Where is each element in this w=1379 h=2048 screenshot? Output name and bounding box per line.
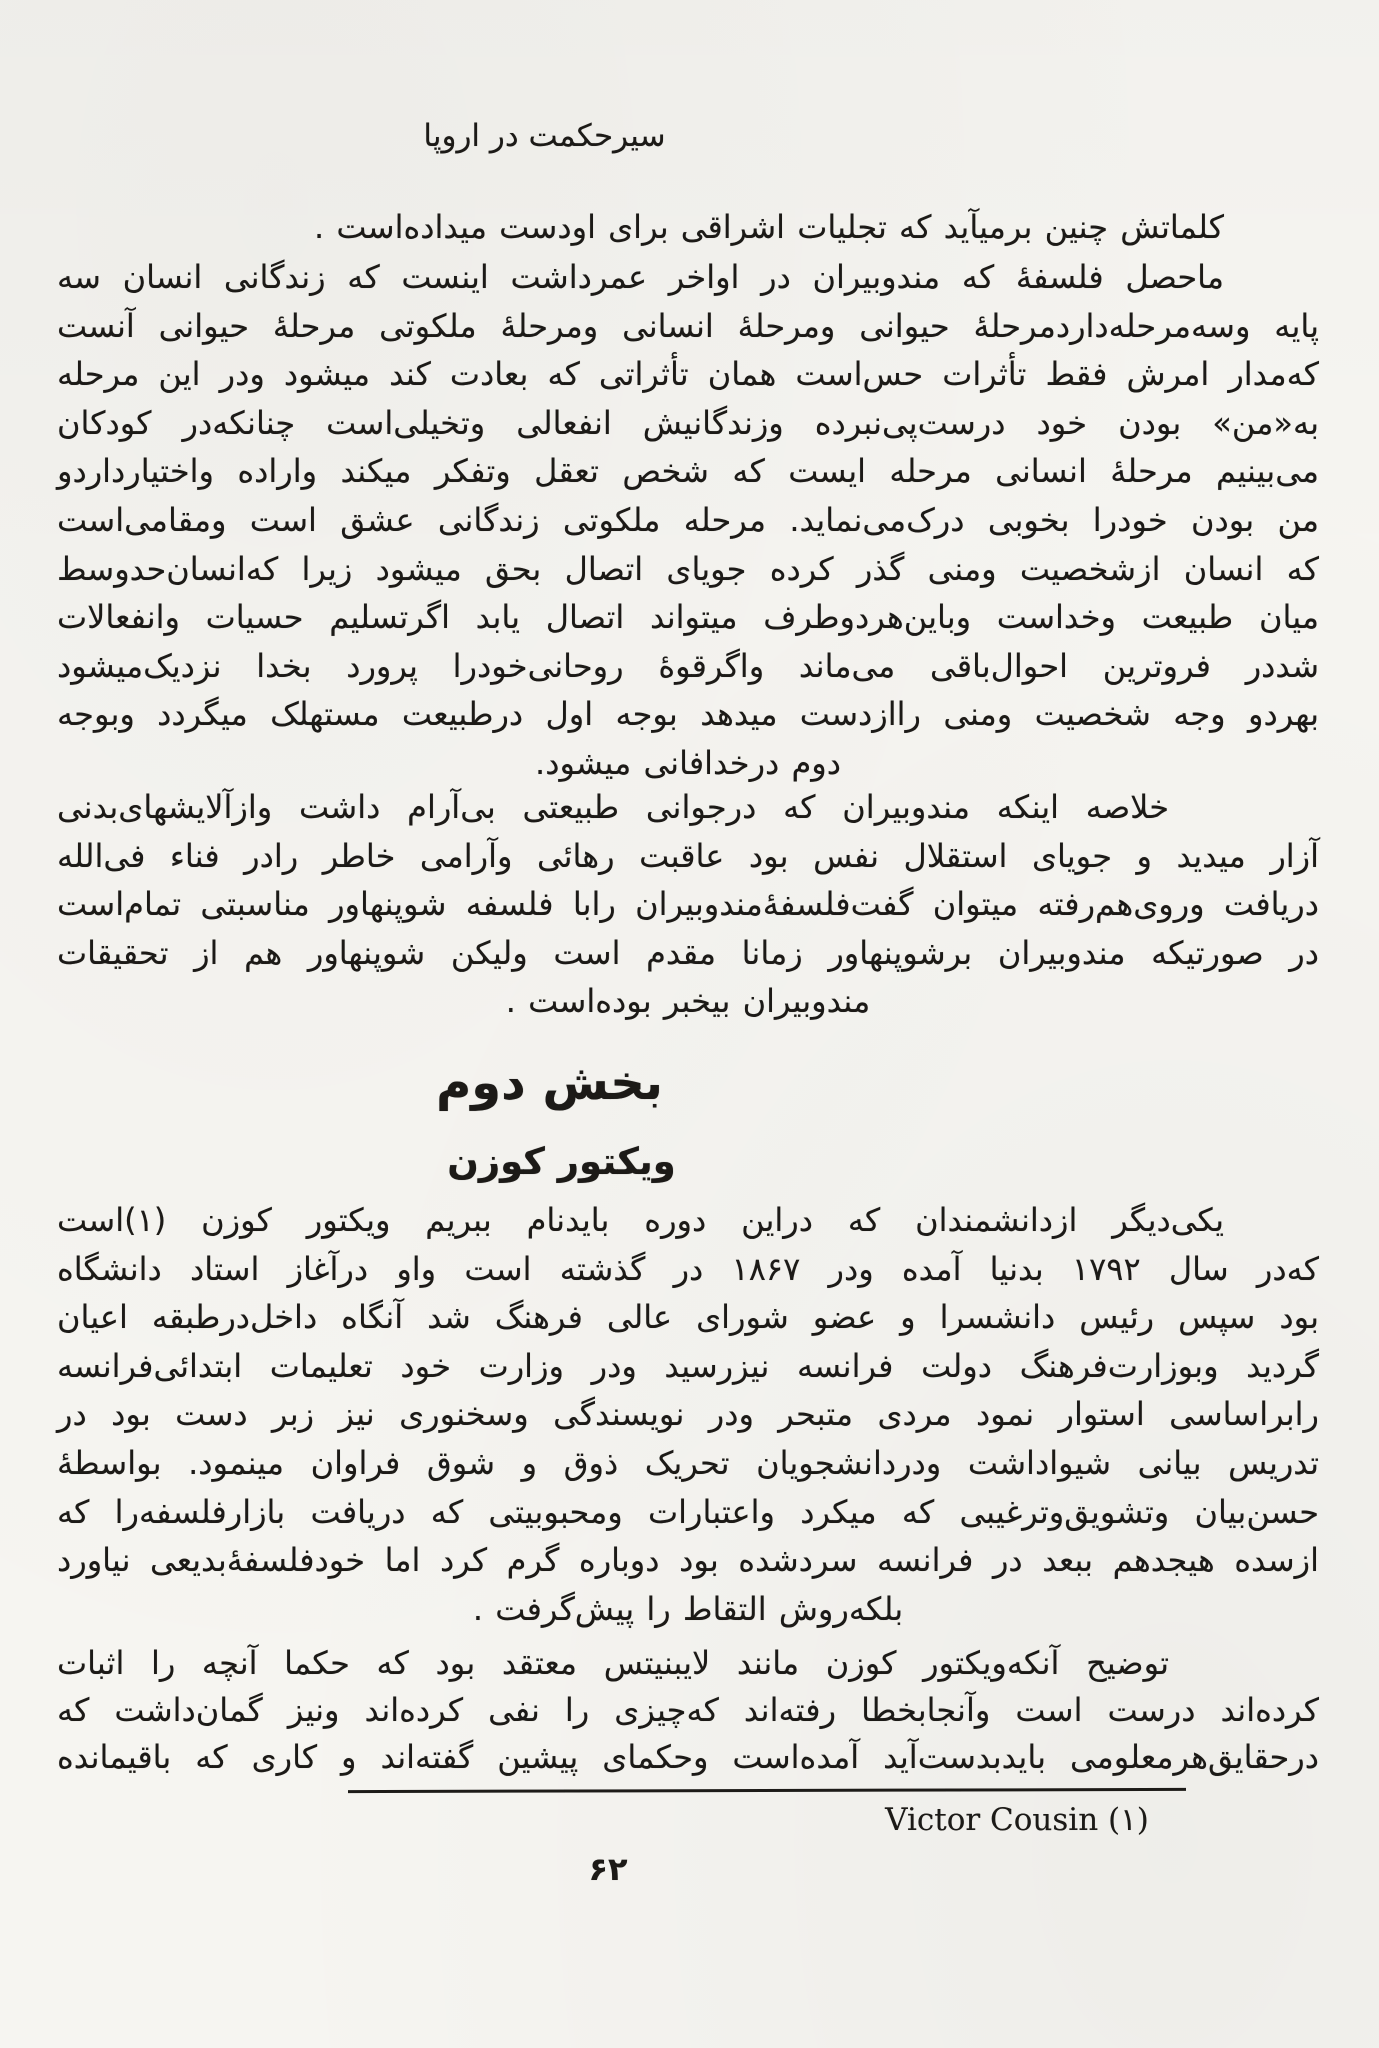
text-line: در صورتیکه مندوبیران برشوپنهاور زمانا مقدم است ولیکن شوپنهاور هم از تحقیقات xyxy=(57,933,1319,972)
text-line: یکی‌دیگر ازدانشمندان که دراین دوره بایدنام ببریم ویکتور کوزن (۱)است xyxy=(57,1201,1224,1239)
text-line: می‌بینیم مرحلهٔ انسانی مرحله ایست که شخص تعقل وتفکر میکند واراده واختیارداردو xyxy=(57,452,1319,491)
text-line: شددر فروترین احوال‌باقی می‌ماند واگرقوهٔ روحانی‌خودرا پرورد بخدا نزدیک‌میشود xyxy=(57,646,1319,685)
text-line: کرده‌اند درست است وآنجابخطا رفته‌اند که‌چیزی را نفی کرده‌اند ونیز گمان‌داشت که xyxy=(57,1691,1319,1729)
footnote-divider xyxy=(348,1788,1186,1793)
text-line: بهردو وجه شخصیت ومنی راازدست میدهد بوجه اول درطبیعت مستهلک میگردد وبوجه xyxy=(57,695,1319,734)
text-line: گردید وبوزارت‌فرهنگ دولت فرانسه نیزرسید ودر وزارت خود تعلیمات ابتدائی‌فرانسه xyxy=(57,1346,1319,1385)
footnote-victor-cousin: Victor Cousin (۱) xyxy=(885,1802,1149,1838)
paragraph-biran-three-stages xyxy=(57,253,1319,788)
text-line: میان طبیعت وخداست وباین‌هردوطرف میتواند اتصال یابد اگرتسلیم حسیات وانفعالات xyxy=(57,598,1319,637)
paragraph-cousin-intro xyxy=(57,1196,1319,1633)
text-line: توضیح آنکه‌ویکتور کوزن مانند لایبنیتس معتقد بود که حکما آنچه را اثبات xyxy=(57,1644,1169,1682)
text-line: که انسان ازشخصیت ومنی گذر کرده جویای اتصال بحق میشود زیرا که‌انسان‌حدوسط xyxy=(57,549,1319,588)
text-line: تدریس بیانی شیواداشت ودردانشجویان تحریک ذوق و شوق فراوان مینمود. بواسطهٔ xyxy=(57,1443,1319,1482)
text-line: درحقایق‌هرمعلومی بایدبدست‌آید آمده‌است وحکمای پیشین گفته‌اند و کاری که باقیمانده xyxy=(57,1738,1319,1776)
text-line: بود سپس رئیس دانشسرا و عضو شورای عالی فرهنگ شد آنگاه داخل‌درطبقه اعیان xyxy=(57,1298,1319,1337)
text-line: دریافت وروی‌هم‌رفته میتوان گفت‌فلسفهٔ‌مندوبیران رابا فلسفه شوپنهاور مناسبتی تمام‌است xyxy=(57,885,1319,924)
page-number: ۶۲ xyxy=(588,1850,628,1888)
text-line: که‌در سال ۱۷۹۲ بدنیا آمده ودر ۱۸۶۷ در گذشته است واو درآغاز استاد دانشگاه xyxy=(57,1249,1320,1288)
running-head: سیرحکمت در اروپا xyxy=(423,118,666,154)
text-line: مندوبیران بیخبر بوده‌است . xyxy=(505,982,871,1021)
text-line: دوم درخدافانی میشود. xyxy=(535,743,841,782)
text-line: ماحصل فلسفهٔ که مندوبیران در اواخر عمرداشت اینست که زندگانی انسان سه xyxy=(57,258,1224,296)
text-line: کلماتش چنین برمیآید که تجلیات اشراقی برای اودست میداده‌است . xyxy=(313,208,1224,246)
text-line: پایه وسه‌مرحله‌داردمرحلهٔ حیوانی ومرحلهٔ انسانی ومرحلهٔ ملکوتی مرحلهٔ حیوانی آنست xyxy=(57,306,1319,345)
text-line: خلاصه اینکه مندوبیران که درجوانی طبیعتی بی‌آرام داشت وازآلایشهای‌بدنی xyxy=(57,788,1169,826)
part-two-heading: بخش دوم xyxy=(436,1055,663,1111)
text-line: ازسده هیجدهم ببعد در فرانسه سردشده بود دوباره گرم کرد اما خودفلسفهٔ‌بدیعی نیاورد xyxy=(57,1541,1319,1580)
text-line: بلکه‌روش التقاط را پیش‌گرفت . xyxy=(472,1589,904,1628)
text-line: من بودن خودرا بخوبی درک‌می‌نماید. مرحله ملکوتی زندگانی عشق است ومقامی‌است xyxy=(57,500,1319,539)
victor-cousin-heading: ویکتور کوزن xyxy=(447,1140,676,1183)
text-line: آزار میدید و جویای استقلال نفس بود عاقبت رهائی وآرامی خاطر رادر فناء فی‌الله xyxy=(57,836,1319,875)
paragraph-continuation xyxy=(57,203,1319,252)
text-line: حسن‌بیان وتشویق‌وترغیبی که میکرد واعتبارات ومحبوبیتی که دریافت بازارفلسفه‌را که xyxy=(57,1492,1319,1531)
text-line: که‌مدار امرش فقط تأثرات حس‌است همان تأثراتی که بعادت کند میشود ودر این مرحله xyxy=(57,355,1319,394)
paragraph-biran-conclusion xyxy=(57,783,1319,1026)
text-line: به«من» بودن خود درست‌پی‌نبرده وزندگانیش انفعالی وتخیلی‌است چنانکه‌در کودکان xyxy=(57,403,1319,442)
text-line: رابراساسی استوار نمود مردی متبحر ودر نویسندگی وسخنوری نیز زبر دست بود در xyxy=(57,1395,1319,1434)
paragraph-cousin-eclecticism xyxy=(57,1640,1319,1781)
